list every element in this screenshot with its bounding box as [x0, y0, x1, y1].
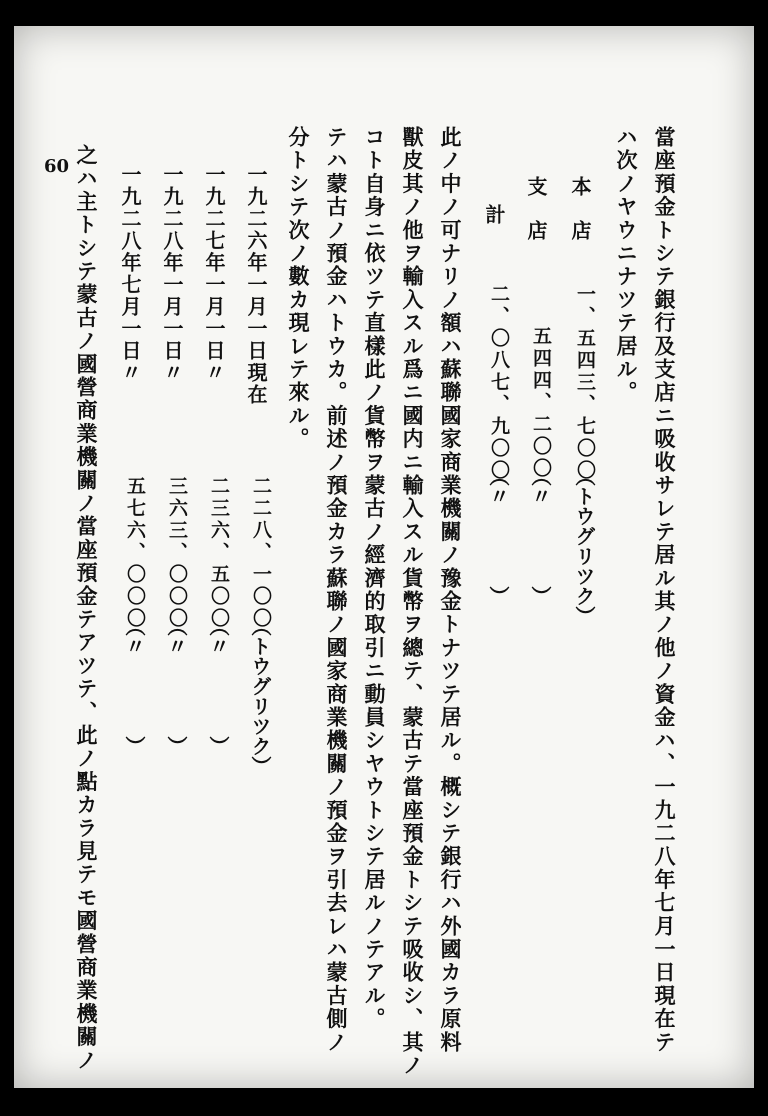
text-line-8: 之ハ主トシテ蒙古ノ國營商業機關ノ當座預金テアツテ、此ノ點カラ見テモ國營商業機關ノ — [74, 144, 99, 1072]
table1-amount-main: 一、五四三、七〇〇 — [574, 284, 596, 482]
text-line-6: テハ蒙古ノ預金ハトウカ。前述ノ預金カラ蘇聯ノ國家商業機關ノ預金ヲ引去レハ蒙古側ノ — [324, 126, 349, 1054]
page-number: 60 — [44, 156, 70, 177]
table1-unit-branch: （〃 ） — [528, 466, 552, 606]
document-page — [14, 26, 754, 1088]
table2-label-1926: 一九二六年一月一日現在 — [244, 164, 268, 406]
table1-label-total: 計 — [482, 204, 506, 226]
table2-label-1928-jan: 一九二八年一月一日〃 — [160, 164, 184, 384]
table2-label-1927: 一九二七年一月一日〃 — [202, 164, 226, 384]
text-line-1: 當座預金トシテ銀行及支店ニ吸收サレテ居ル其ノ他ノ資金ハ、一九二八年七月一日現在テ — [652, 126, 677, 1055]
table1-amount-branch: 五四四、二〇〇 — [530, 326, 552, 480]
table2-unit-1928-jul: （〃 ） — [122, 616, 146, 756]
table2-amount-1928-jan: 三六三、〇〇〇 — [166, 476, 188, 630]
table1-label-main: 本 店 — [568, 176, 592, 242]
table2-unit-1928-jan: （〃 ） — [164, 616, 188, 756]
text-line-4: 獸皮其ノ他ヲ輸入スル爲ニ國内ニ輸入スル貨幣ヲ總テ、蒙古テ當座預金トシテ吸收シ、其ノ — [400, 126, 425, 1078]
table2-label-1928-jul: 一九二八年七月一日〃 — [118, 164, 142, 384]
text-line-7: 分トシテ次ノ數カ現レテ來ル。 — [286, 126, 311, 451]
table2-unit-1926: （トウグリツク） — [248, 616, 272, 776]
table1-label-branch: 支 店 — [524, 176, 548, 242]
text-line-2: ハ次ノヤウニナツテ居ル。 — [614, 126, 639, 405]
table1-unit-total: （〃 ） — [486, 466, 510, 606]
table2-unit-1927: （〃 ） — [206, 616, 230, 756]
text-line-3: 此ノ中ノ可ナリノ額ハ蘇聯國家商業機關ノ豫金トナツテ居ル。概シテ銀行ハ外國カラ原料 — [438, 126, 463, 1054]
table1-unit-main: （トウグリツク） — [572, 466, 596, 626]
table2-amount-1928-jul: 五七六、〇〇〇 — [124, 476, 146, 630]
text-line-5: コト自身ニ依ツテ直樣此ノ貨幣ヲ蒙古ノ經濟的取引ニ動員シヤウトシテ居ルノテアル。 — [362, 126, 387, 1031]
table2-amount-1927: 二三六、五〇〇 — [208, 476, 230, 630]
table2-amount-1926: 二二八、一〇〇 — [250, 476, 272, 630]
table1-amount-total: 二、〇八七、九〇〇 — [488, 284, 510, 482]
